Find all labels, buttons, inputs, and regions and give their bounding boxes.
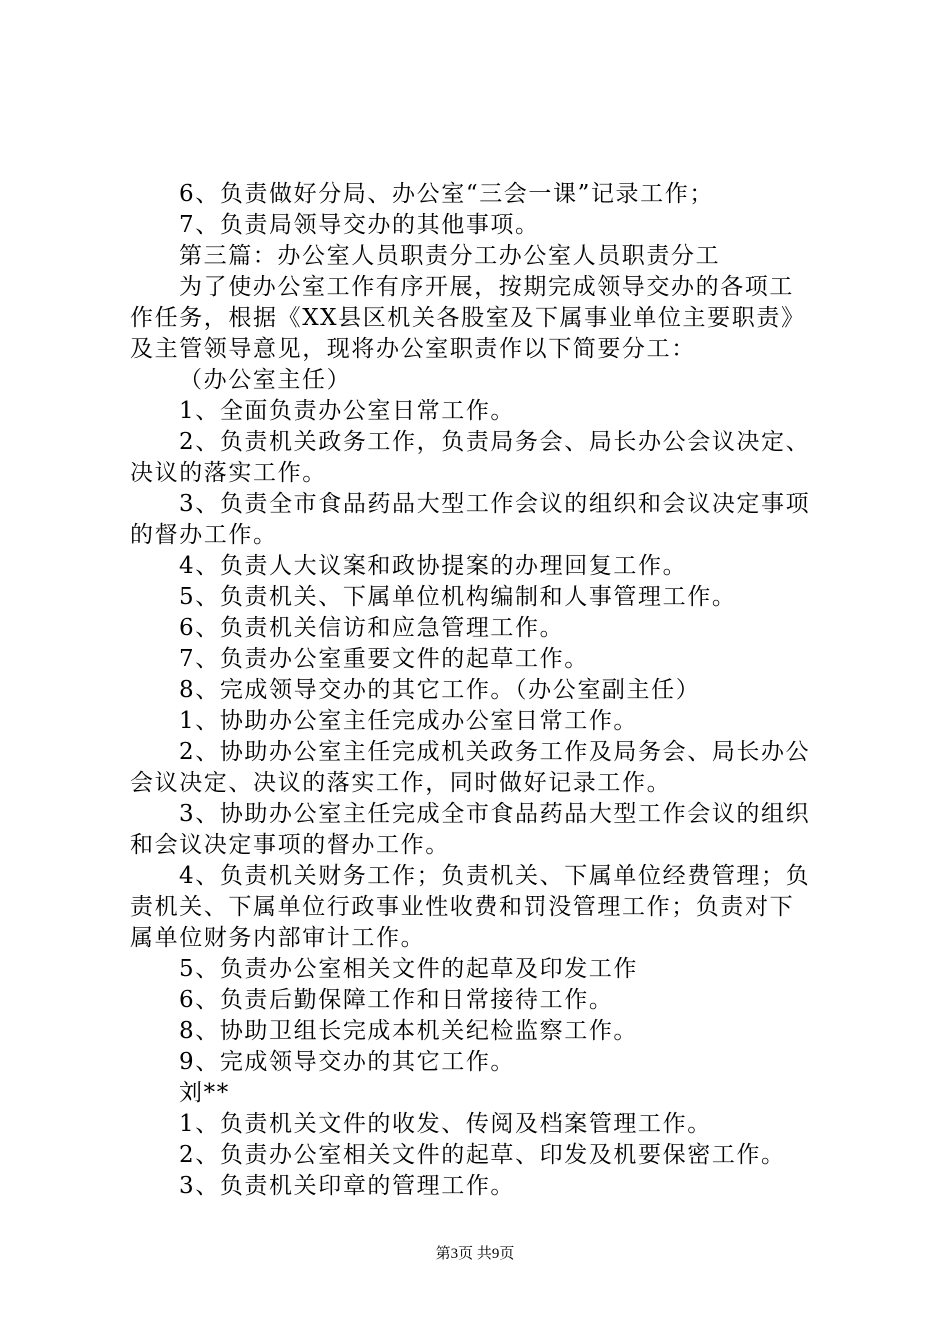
text-line: 属单位财务内部审计工作。 [130, 925, 426, 951]
text-line: 7、负责办公室重要文件的起草工作。 [179, 646, 589, 672]
text-line: 4、负责人大议案和政协提案的办理回复工作。 [179, 553, 688, 579]
text-line: 为了使办公室工作有序开展，按期完成领导交办的各项工 [179, 274, 794, 300]
text-line: 8、完成领导交办的其它工作。（办公室副主任） [179, 677, 701, 703]
text-line: 3、负责机关印章的管理工作。 [179, 1173, 516, 1199]
text-line: 会议决定、决议的落实工作，同时做好记录工作。 [130, 770, 672, 796]
text-line: 6、负责机关信访和应急管理工作。 [179, 615, 565, 641]
text-line: 的督办工作。 [130, 522, 278, 548]
text-line: 作任务，根据《XX县区机关各股室及下属事业单位主要职责》 [130, 305, 806, 331]
text-line: 4、负责机关财务工作；负责机关、下属单位经费管理；负 [179, 863, 811, 889]
text-line: 8、协助卫组长完成本机关纪检监察工作。 [179, 1018, 639, 1044]
text-line: 2、负责机关政务工作，负责局务会、局长办公会议决定、 [179, 429, 811, 455]
text-line: 和会议决定事项的督办工作。 [130, 832, 450, 858]
text-line: 1、负责机关文件的收发、传阅及档案管理工作。 [179, 1111, 712, 1137]
text-line: 9、完成领导交办的其它工作。 [179, 1049, 516, 1075]
section-heading: 第三篇：办公室人员职责分工办公室人员职责分工 [179, 243, 721, 269]
text-line: 3、协助办公室主任完成全市食品药品大型工作会议的组织 [179, 801, 811, 827]
text-line: 责机关、下属单位行政事业性收费和罚没管理工作；负责对下 [130, 894, 795, 920]
subheading: （办公室主任） [179, 367, 352, 393]
text-line: 2、协助办公室主任完成机关政务工作及局务会、局长办公 [179, 739, 811, 765]
text-line: 2、负责办公室相关文件的起草、印发及机要保密工作。 [179, 1142, 786, 1168]
text-line: 决议的落实工作。 [130, 460, 327, 486]
person-name: 刘** [179, 1080, 230, 1106]
text-line: 1、全面负责办公室日常工作。 [179, 398, 516, 424]
text-line: 1、协助办公室主任完成办公室日常工作。 [179, 708, 639, 734]
text-line: 5、负责办公室相关文件的起草及印发工作 [179, 956, 639, 982]
text-line: 3、负责全市食品药品大型工作会议的组织和会议决定事项 [179, 491, 811, 517]
text-line: 5、负责机关、下属单位机构编制和人事管理工作。 [179, 584, 737, 610]
page-number: 第3页 共9页 [435, 1246, 515, 1262]
text-line: 及主管领导意见，现将办公室职责作以下简要分工： [130, 336, 696, 362]
text-line: 7、负责局领导交办的其他事项。 [179, 212, 540, 238]
text-line: 6、负责后勤保障工作和日常接待工作。 [179, 987, 614, 1013]
text-line: 6、负责做好分局、办公室“三会一课”记录工作； [179, 181, 714, 207]
page-footer [0, 1244, 950, 1264]
